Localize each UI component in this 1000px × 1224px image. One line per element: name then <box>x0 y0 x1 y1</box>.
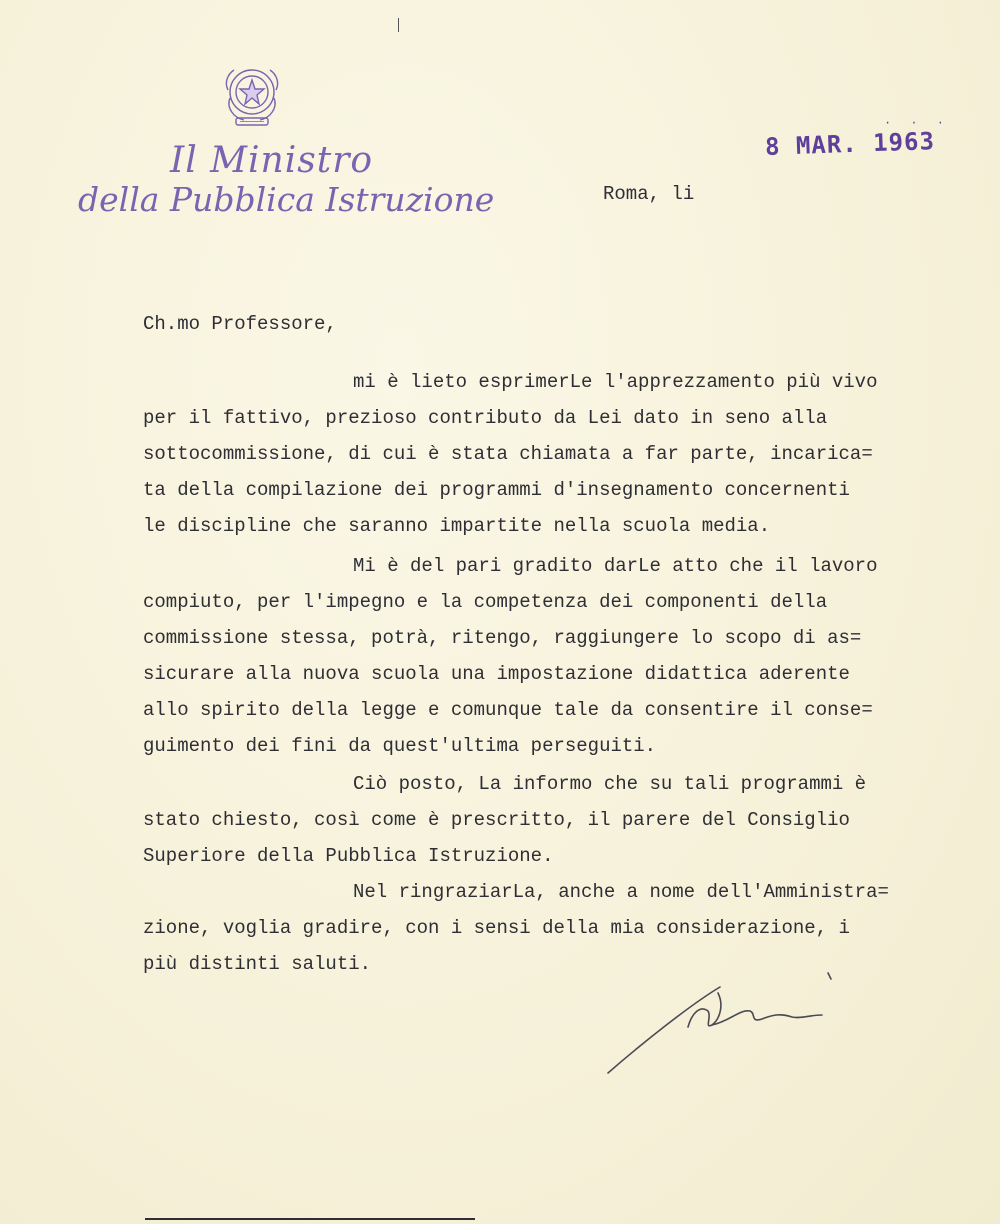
body-line: Mi è del pari gradito darLe atto che il lavoro <box>353 555 878 577</box>
place-line: Roma, li <box>603 183 695 205</box>
handwritten-signature <box>600 965 840 1080</box>
body-line: più distinti saluti. <box>143 953 372 975</box>
stamp-ink-dots: · · · <box>884 116 951 130</box>
date-stamp: 8 MAR. 1963 <box>764 127 936 161</box>
body-line: le discipline che saranno impartite nella scuola media. <box>143 515 771 537</box>
body-line: allo spirito della legge e comunque tale da consentire il conse= <box>143 699 873 721</box>
body-line: stato chiesto, così come è prescritto, il parere del Consiglio <box>143 809 850 831</box>
italian-republic-emblem-icon <box>218 60 286 132</box>
body-line: mi è lieto esprimerLe l'apprezzamento più vivo <box>353 371 878 393</box>
body-line: ta della compilazione dei programmi d'insegnamento concernenti <box>143 479 850 501</box>
salutation: Ch.mo Professore, <box>143 313 337 335</box>
body-line: guimento dei fini da quest'ultima perseguiti. <box>143 735 657 757</box>
footer-rule <box>145 1218 475 1220</box>
paper-mark <box>398 18 399 32</box>
letterhead-title: Il Ministro <box>170 140 374 181</box>
body-line: sottocommissione, di cui è stata chiamata a far parte, incarica= <box>143 443 873 465</box>
letterhead-subtitle: della Pubblica Istruzione <box>78 180 495 219</box>
body-line: Nel ringraziarLa, anche a nome dell'Amministra= <box>353 881 889 903</box>
body-line: Superiore della Pubblica Istruzione. <box>143 845 554 867</box>
body-line: zione, voglia gradire, con i sensi della mia considerazione, i <box>143 917 850 939</box>
body-line: Ciò posto, La informo che su tali programmi è <box>353 773 867 795</box>
body-line: per il fattivo, prezioso contributo da Lei dato in seno alla <box>143 407 828 429</box>
body-line: compiuto, per l'impegno e la competenza dei componenti della <box>143 591 828 613</box>
body-line: commissione stessa, potrà, ritengo, raggiungere lo scopo di as= <box>143 627 862 649</box>
body-line: sicurare alla nuova scuola una impostazione didattica aderente <box>143 663 850 685</box>
